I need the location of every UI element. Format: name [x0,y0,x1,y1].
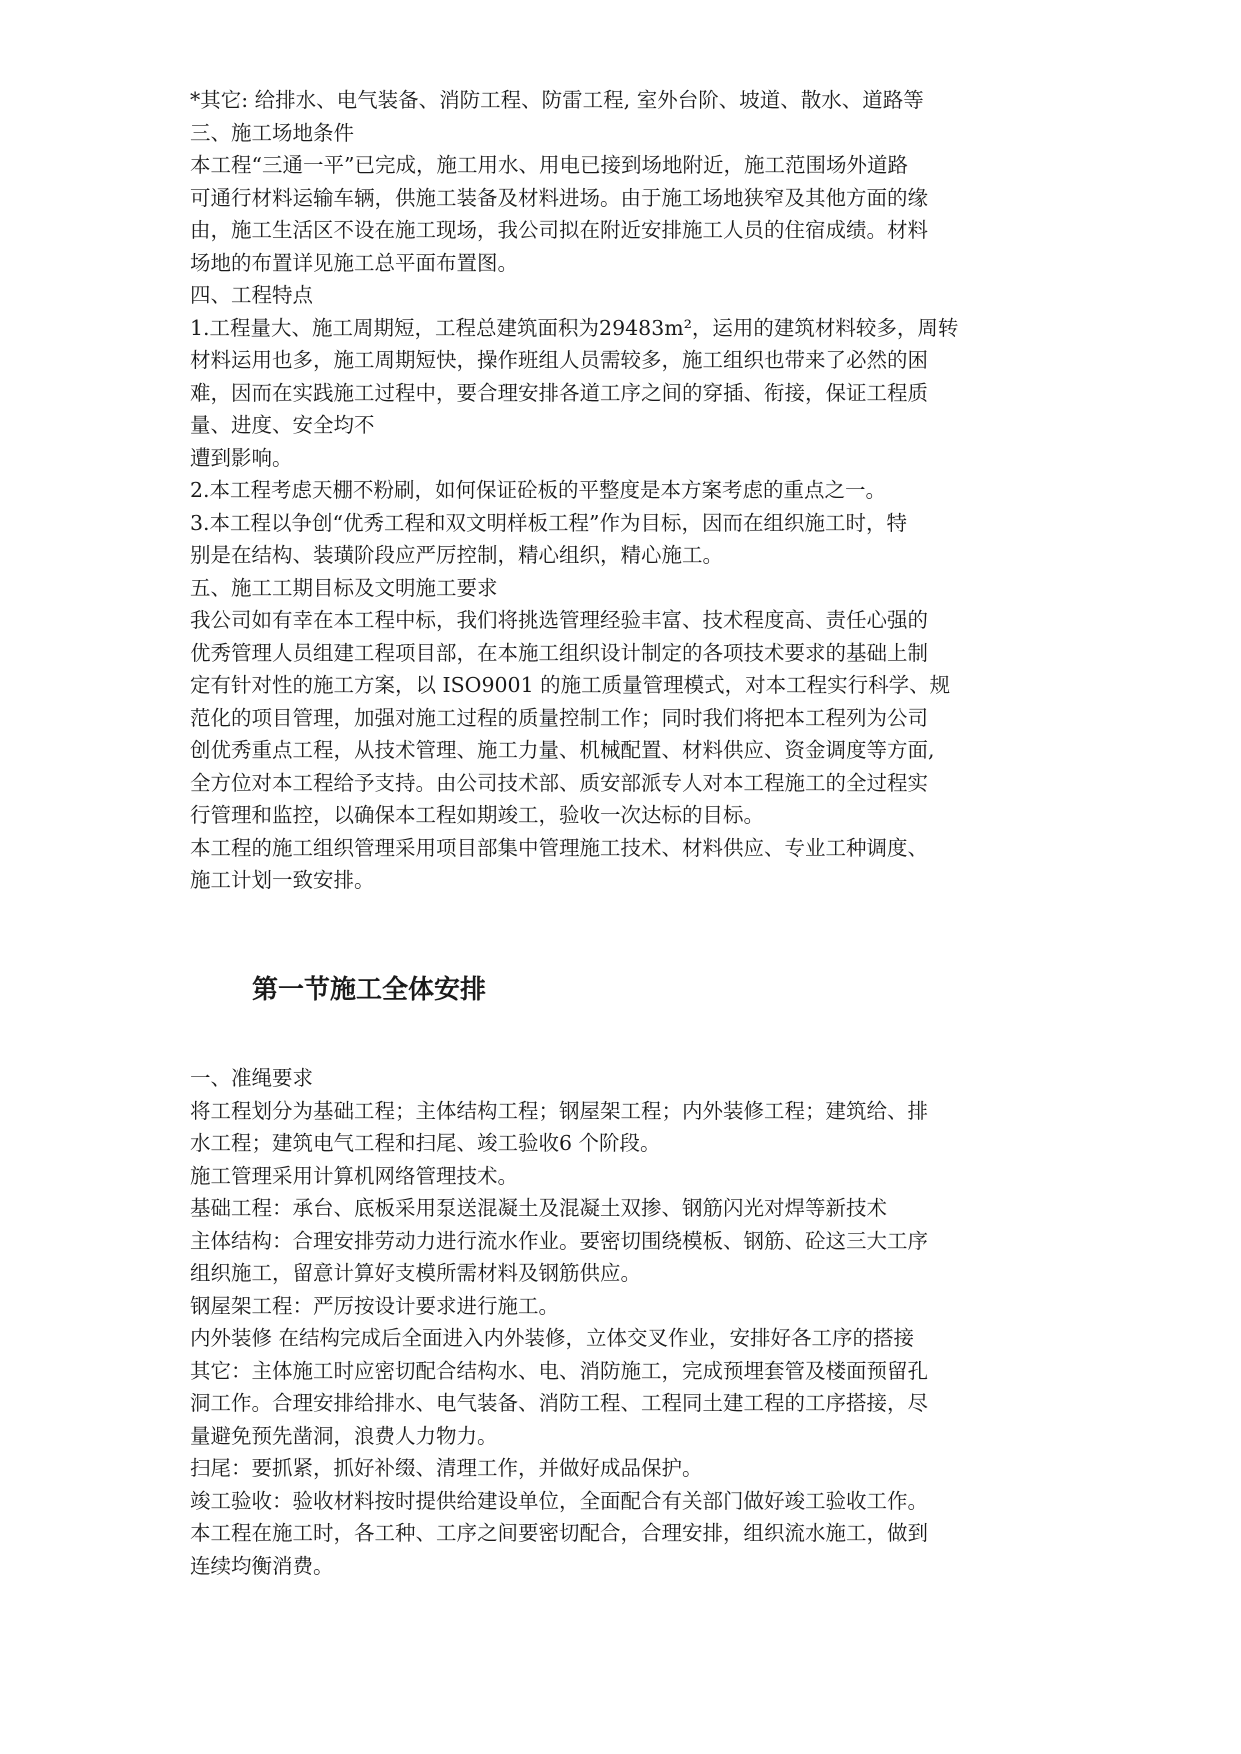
text-line: 量、进度、安全均不 [190,413,375,437]
text-line: 钢屋架工程：严厉按设计要求进行施工。 [190,1293,559,1318]
text-line: 水工程；建筑电气工程和扫尾、竣工验收6 个阶段。 [190,1131,661,1155]
text-line: 洞工作。合理安排给排水、电气装备、消防工程、工程同土建工程的工序搭接，尽 [190,1391,928,1415]
text-line: 竣工验收：验收材料按时提供给建设单位，全面配合有关部门做好竣工验收工作。 [190,1488,928,1513]
text-line: 将工程划分为基础工程；主体结构工程；钢屋架工程；内外装修工程；建筑给、排 [190,1098,928,1123]
text-line: 材料运用也多，施工周期短快，操作班组人员需较多，施工组织也带来了必然的困 [190,348,928,372]
text-line: 创优秀重点工程，从技术管理、施工力量、机械配置、材料供应、资金调度等方面, [190,738,935,762]
chapter-heading: 第一节施工全体安排 [252,975,487,1005]
text-line: 1.工程量大、施工周期短，工程总建筑面积为29483m²，运用的建筑材料较多，周转 [190,315,959,340]
text-line: 我公司如有幸在本工程中标，我们将挑选管理经验丰富、技术程度高、责任心强的 [190,608,928,632]
text-line: 由，施工生活区不设在施工现场，我公司拟在附近安排施工人员的住宿成绩。材料 [190,218,928,242]
text-line: 全方位对本工程给予支持。由公司技术部、质安部派专人对本工程施工的全过程实 [190,770,928,795]
text-line: 内外装修 在结构完成后全面进入内外装修，立体交叉作业，安排好各工序的搭接 [190,1326,915,1350]
text-block-overall-arrangement [190,1062,1090,1582]
section-heading: 四、工程特点 [190,283,313,307]
text-line: 别是在结构、装璜阶段应严厉控制，精心组织，精心施工。 [190,543,723,567]
text-line: 定有针对性的施工方案，以 ISO9001 的施工质量管理模式，对本工程实行科学、规 [190,673,951,697]
section-heading: 五、施工工期目标及文明施工要求 [190,575,498,600]
text-line: 施工管理采用计算机网络管理技术。 [190,1163,518,1188]
text-line: 3.本工程以争创“优秀工程和双文明样板工程”作为目标，因而在组织施工时，特 [190,510,908,535]
section-heading: 一、准绳要求 [190,1066,313,1090]
text-line: 2.本工程考虑天棚不粉刷，如何保证砼板的平整度是本方案考虑的重点之一。 [190,478,887,502]
text-line: 连续均衡消费。 [190,1553,334,1578]
text-line: 行管理和监控，以确保本工程如期竣工，验收一次达标的目标。 [190,803,764,827]
text-line: 施工计划一致安排。 [190,868,375,892]
text-block-project-overview [190,84,1090,897]
text-line: 场地的布置详见施工总平面布置图。 [190,250,518,275]
text-line: 难，因而在实践施工过程中，要合理安排各道工序之间的穿插、衔接，保证工程质 [190,380,928,405]
text-line: *其它: 给排水、电气装备、消防工程、防雷工程, 室外台阶、坡道、散水、道路等 [190,88,924,112]
section-heading: 三、施工场地条件 [190,120,354,145]
text-line: 量避免预先凿洞，浪费人力物力。 [190,1423,498,1448]
text-line: 基础工程：承台、底板采用泵送混凝土及混凝土双掺、钢筋闪光对焊等新技术 [190,1196,887,1220]
text-line: 本工程在施工时，各工种、工序之间要密切配合，合理安排，组织流水施工，做到 [190,1521,928,1545]
text-line: 扫尾：要抓紧，抓好补缀、清理工作，并做好成品保护。 [190,1456,703,1480]
text-line: 优秀管理人员组建工程项目部，在本施工组织设计制定的各项技术要求的基础上制 [190,640,928,665]
text-line: 其它：主体施工时应密切配合结构水、电、消防施工，完成预埋套管及楼面预留孔 [190,1358,928,1383]
text-line: 本工程“三通一平”已完成，施工用水、用电已接到场地附近，施工范围场外道路 [190,153,908,177]
text-line: 组织施工，留意计算好支模所需材料及钢筋供应。 [190,1261,641,1285]
text-line: 遭到影响。 [190,445,293,470]
text-line: 主体结构：合理安排劳动力进行流水作业。要密切围绕模板、钢筋、砼这三大工序 [190,1228,928,1253]
text-line: 本工程的施工组织管理采用项目部集中管理施工技术、材料供应、专业工种调度、 [190,835,928,860]
text-line: 可通行材料运输车辆，供施工装备及材料进场。由于施工场地狭窄及其他方面的缘 [190,185,928,210]
text-line: 范化的项目管理，加强对施工过程的质量控制工作；同时我们将把本工程列为公司 [190,705,928,730]
